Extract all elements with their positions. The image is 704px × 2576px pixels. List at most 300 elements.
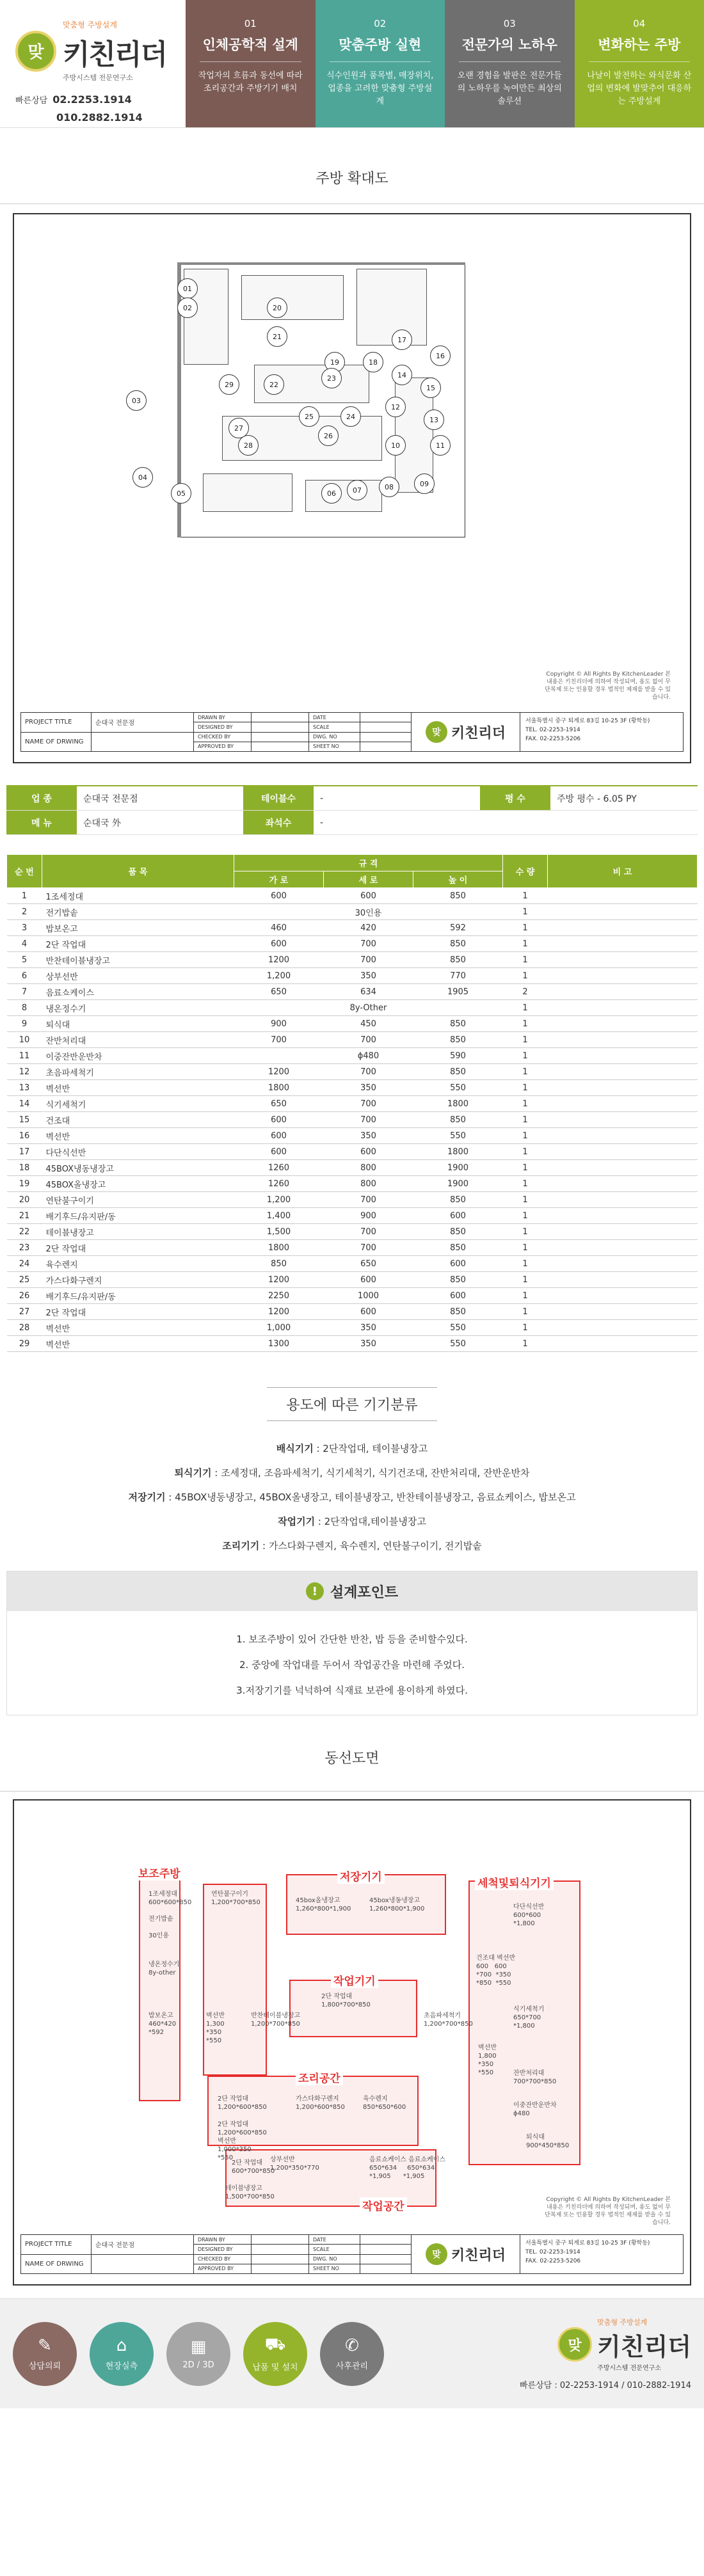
contact-line-2 (15, 109, 170, 127)
table-row (7, 984, 698, 1000)
cell-width: 900 (234, 1016, 324, 1032)
cell-item: 벽선반 (42, 1080, 234, 1096)
cell-item: 2단 작업대 (42, 936, 234, 952)
cell-width: 1200 (234, 1272, 324, 1288)
cell-width: 600 (234, 888, 324, 904)
tb-drawn: DRAWN BY (194, 2235, 251, 2245)
flow-equipment-label: 건조대 벽선반 600 600 *700 *350 *850 *550 (476, 1955, 516, 1987)
info-label: 메 뉴 (6, 811, 77, 834)
cell-height: 550 (413, 1336, 503, 1352)
equipment-block (305, 480, 382, 512)
feature-title: 맞춤주방 실현 (330, 35, 431, 62)
cell-depth: 700 (324, 1064, 413, 1080)
cell-note (548, 1160, 698, 1176)
info-label: 평 수 (480, 786, 550, 810)
design-points-header (7, 1571, 697, 1611)
cell-width: 1200 (234, 1304, 324, 1320)
button-label: 2D / 3D (182, 2360, 214, 2370)
cell-note (548, 1096, 698, 1112)
cell-item: 초음파세척기 (42, 1064, 234, 1080)
house-icon: ⌂ (116, 2336, 127, 2355)
cell-depth: 600 (324, 1304, 413, 1320)
tb-drawing-name-label: NAME OF DRWING (25, 2260, 84, 2268)
after-service-button[interactable] (320, 2322, 384, 2386)
cell-no: 16 (7, 1128, 42, 1144)
equipment-spec-table (6, 854, 698, 1352)
callout-marker: 20 (267, 298, 287, 318)
cell-item: 2단 작업대 (42, 1304, 234, 1320)
table-row (7, 1000, 698, 1016)
table-row (7, 1272, 698, 1288)
cell-depth: 350 (324, 1128, 413, 1144)
cell-height: 1800 (413, 1096, 503, 1112)
cell-no: 21 (7, 1208, 42, 1224)
cell-no: 5 (7, 952, 42, 968)
callout-marker: 28 (238, 435, 259, 456)
col-note: 비 고 (548, 855, 698, 888)
tb-meta-values (360, 2235, 412, 2273)
table-row (7, 936, 698, 952)
tb-drawing-name-label: NAME OF DRWING (25, 738, 84, 745)
cell-height (413, 904, 503, 920)
cell-note (548, 1000, 698, 1016)
cell-width: 1,400 (234, 1208, 324, 1224)
exclamation-icon: ! (306, 1582, 324, 1600)
plan-section-title: 주방 확대도 (0, 128, 704, 213)
callout-marker: 18 (363, 352, 383, 372)
cell-width: 600 (234, 1128, 324, 1144)
usage-title: 용도에 따른 기기분류 (267, 1387, 436, 1421)
feature-desc: 오랜 경험을 발판은 전문가들의 노하우를 녹여만든 최상의 솔루션 (457, 71, 562, 106)
contact-phone[interactable]: 02.2253.1914 (52, 93, 132, 106)
cell-depth: 800 (324, 1160, 413, 1176)
cell-width (234, 904, 324, 920)
cell-depth: 600 (324, 1144, 413, 1160)
cell-no: 1 (7, 888, 42, 904)
cell-item: 건조대 (42, 1112, 234, 1128)
footer-phone-label: 빠른상담 : (520, 2381, 557, 2390)
cell-qty: 1 (503, 1224, 548, 1240)
feature-num: 02 (374, 18, 387, 29)
callout-marker: 22 (264, 374, 284, 395)
flow-equipment-label: 식기세척기 650*700 *1,800 (513, 2006, 545, 2030)
cell-no: 24 (7, 1256, 42, 1272)
cell-item: 1조세정대 (42, 888, 234, 904)
cell-depth: 450 (324, 1016, 413, 1032)
tb-values (92, 713, 194, 751)
flow-equipment-label: 초음파세척기 1,200*700*850 (424, 2012, 473, 2028)
cell-item: 45BOX냉동냉장고 (42, 1160, 234, 1176)
cell-depth: 634 (324, 984, 413, 1000)
cell-note (548, 1288, 698, 1304)
callout-marker: 23 (321, 368, 342, 388)
tb-logo (412, 713, 520, 751)
cell-note (548, 1336, 698, 1352)
cell-no: 14 (7, 1096, 42, 1112)
cell-qty: 1 (503, 1144, 548, 1160)
cell-item: 배기후드/유지판/동 (42, 1208, 234, 1224)
table-row (7, 1288, 698, 1304)
cell-height: 850 (413, 888, 503, 904)
cell-height: 850 (413, 1240, 503, 1256)
cell-depth: 800 (324, 1176, 413, 1192)
feature-num: 03 (503, 18, 516, 29)
logo-subtitle: 주방시스템 전문연구소 (63, 74, 133, 82)
usage-item: 퇴식기기 : 조세정대, 조음파세척기, 식기세척기, 식기건조대, 잔반처리대, 잔반운반차 (174, 1467, 530, 1479)
cell-width: 850 (234, 1256, 324, 1272)
cell-qty: 1 (503, 1096, 548, 1112)
table-row (7, 1080, 698, 1096)
consult-button[interactable] (13, 2322, 77, 2386)
callout-marker: 27 (228, 418, 249, 438)
tb-meta-values (360, 713, 412, 751)
phone-icon: ✆ (345, 2336, 359, 2355)
zone-label: 보조주방 (136, 1864, 183, 1880)
cell-note (548, 1064, 698, 1080)
cell-height: 600 (413, 1256, 503, 1272)
cell-no: 3 (7, 920, 42, 936)
flow-section-title: 동선도면 (0, 1715, 704, 1793)
info-value: 순대국 外 (83, 818, 122, 829)
tb-address: 서울특별시 중구 퇴계로 83길 10-25 3F (황학동) (525, 718, 650, 724)
tb-date: DATE (309, 2235, 360, 2245)
cell-note (548, 984, 698, 1000)
cell-depth: 600 (324, 888, 413, 904)
cell-no: 22 (7, 1224, 42, 1240)
cell-item: 음료쇼케이스 (42, 984, 234, 1000)
cell-height: 850 (413, 1224, 503, 1240)
cell-item: 2단 작업대 (42, 1240, 234, 1256)
cell-depth: 700 (324, 1192, 413, 1208)
project-info (6, 785, 698, 835)
cell-width: 600 (234, 936, 324, 952)
logo[interactable] (15, 19, 170, 83)
tb-approved: APPROVED BY (198, 743, 234, 750)
tb-logo-badge: 맞 (426, 2243, 447, 2265)
cell-note (548, 1208, 698, 1224)
callout-marker: 04 (132, 467, 153, 488)
usage-section (6, 1387, 698, 1421)
tb-designed: DESIGNED BY (194, 2245, 251, 2254)
delivery-button[interactable] (243, 2322, 307, 2386)
table-header-row (7, 855, 698, 871)
cell-depth: 900 (324, 1208, 413, 1224)
cell-note (548, 1176, 698, 1192)
equipment-block (203, 473, 292, 512)
callout-marker: 26 (318, 425, 339, 446)
flow-equipment-label: 상부선반 1,200*350*770 (270, 2156, 319, 2172)
cell-height: 850 (413, 1304, 503, 1320)
tb-project-title-label: PROJECT TITLE (21, 2235, 91, 2255)
cell-qty: 1 (503, 1000, 548, 1016)
tb-sign-labels (194, 713, 252, 751)
callout-marker: 03 (126, 390, 147, 411)
cell-width: 1300 (234, 1336, 324, 1352)
cell-item: 45BOX올냉장고 (42, 1176, 234, 1192)
cell-note (548, 888, 698, 904)
cell-height: 850 (413, 1272, 503, 1288)
tb-fax: FAX. 02-2253-5206 (525, 2258, 581, 2264)
site-survey-button[interactable] (90, 2322, 154, 2386)
cell-item: 연탄불구이기 (42, 1192, 234, 1208)
contact-line-1 (15, 91, 170, 109)
cell-qty: 1 (503, 1016, 548, 1032)
cell-no: 18 (7, 1160, 42, 1176)
logo-badge: 맞 (15, 31, 56, 72)
callout-marker: 15 (420, 378, 441, 398)
usage-value: 45BOX냉동냉장고, 45BOX올냉장고, 테이블냉장고, 반찬테이블냉장고, 음료쇼케이스, 밥보온고 (175, 1491, 576, 1503)
cell-width: 1800 (234, 1240, 324, 1256)
header (0, 0, 704, 128)
tb-address-block (520, 713, 683, 751)
table-row (7, 1224, 698, 1240)
cell-qty: 1 (503, 1048, 548, 1064)
cell-note (548, 1224, 698, 1240)
table-row (7, 1032, 698, 1048)
title-block (20, 2234, 684, 2274)
usage-label: 배식기기 (276, 1443, 314, 1454)
info-value: 주방 평수 - 6.05 PY (557, 793, 637, 804)
cell-qty: 1 (503, 1336, 548, 1352)
tb-scale: SCALE (309, 2245, 360, 2254)
callout-marker: 14 (392, 365, 412, 385)
cell-height: 550 (413, 1320, 503, 1336)
kitchen-plan-drawing (13, 213, 691, 763)
cell-no: 8 (7, 1000, 42, 1016)
cell-item: 벽선반 (42, 1320, 234, 1336)
info-value: - (320, 793, 324, 804)
feature-title: 전문가의 노하우 (459, 35, 561, 62)
cell-item: 밥보온고 (42, 920, 234, 936)
callout-marker: 09 (414, 473, 435, 494)
zone-label: 세척및퇴식기기 (475, 1874, 554, 1890)
footer-phone[interactable] (520, 2378, 691, 2390)
feature-desc: 작업자의 흐름과 동선에 따라 조리공간과 주방기기 배치 (198, 71, 303, 93)
plan-wall (177, 262, 465, 265)
table-row (7, 888, 698, 904)
cell-depth: 700 (324, 1224, 413, 1240)
cell-item: 이중잔반운반차 (42, 1048, 234, 1064)
cell-width: 1260 (234, 1176, 324, 1192)
usage-value: 조세정대, 조음파세척기, 식기세척기, 식기건조대, 잔반처리대, 잔반운반차 (221, 1467, 530, 1479)
col-no: 순 번 (7, 855, 42, 888)
feature-title: 인체공학적 설계 (200, 35, 301, 62)
cell-depth: 1000 (324, 1288, 413, 1304)
equipment-block (356, 269, 427, 346)
cell-item: 가스다화구렌지 (42, 1272, 234, 1288)
usage-item: 조리기기 : 가스다화구렌지, 육수렌지, 연탄불구이기, 전기밥솥 (222, 1540, 482, 1552)
cell-note (548, 1192, 698, 1208)
cell-width: 600 (234, 1112, 324, 1128)
button-label: 현장실측 (105, 2362, 138, 2371)
tb-logo-badge: 맞 (426, 721, 447, 743)
cell-no: 26 (7, 1288, 42, 1304)
callout-marker: 17 (392, 330, 412, 350)
design-points-title: 설계포인트 (330, 1584, 399, 1601)
usage-value: 2단작업대, 테이블냉장고 (323, 1443, 428, 1454)
cell-qty: 1 (503, 1176, 548, 1192)
cell-height: 1800 (413, 1144, 503, 1160)
cell-width: 460 (234, 920, 324, 936)
cell-width: 1260 (234, 1160, 324, 1176)
tb-checked: CHECKED BY (194, 733, 251, 742)
table-row (7, 1144, 698, 1160)
usage-label: 작업기기 (278, 1516, 316, 1527)
tb-sheet: SHEET NO (313, 2266, 339, 2272)
tb-tel: TEL. 02-2253-1914 (525, 727, 580, 733)
cell-height: 850 (413, 936, 503, 952)
info-value: - (320, 817, 324, 828)
cell-depth: 700 (324, 936, 413, 952)
cell-note (548, 1128, 698, 1144)
table-row (7, 1208, 698, 1224)
tb-logo-name: 키친리더 (451, 725, 506, 742)
tb-approved: APPROVED BY (198, 2266, 234, 2272)
cell-qty: 1 (503, 1320, 548, 1336)
cell-width: 1,200 (234, 1192, 324, 1208)
col-qty: 수 량 (503, 855, 548, 888)
flow-drawing (13, 1799, 691, 2286)
footer-logo[interactable] (520, 2317, 691, 2390)
cell-qty: 1 (503, 1304, 548, 1320)
design-point: 2. 중앙에 작업대를 두어서 작업공간을 마련해 주었다. (239, 1659, 465, 1671)
cell-width: 2250 (234, 1288, 324, 1304)
cell-qty: 2 (503, 984, 548, 1000)
cell-width: 650 (234, 1096, 324, 1112)
table-body (7, 888, 698, 1352)
callout-marker: 25 (299, 406, 319, 427)
tb-tel: TEL. 02-2253-1914 (525, 2249, 580, 2255)
callout-marker: 29 (219, 374, 239, 395)
cell-width: 1800 (234, 1080, 324, 1096)
feature-desc: 식수인원과 품목별, 매장위치, 업종을 고려한 맞춤형 주방설계 (326, 71, 434, 106)
cell-height: 1905 (413, 984, 503, 1000)
callout-marker: 07 (347, 480, 367, 500)
cell-no: 23 (7, 1240, 42, 1256)
tb-sign-values (252, 713, 309, 751)
feature-title: 변화하는 주방 (589, 35, 691, 62)
zone-grill (203, 1884, 267, 2076)
tb-project-name: 순대국 전문점 (92, 2235, 193, 2255)
cell-note (548, 1144, 698, 1160)
table-row (7, 1320, 698, 1336)
cell-width: 1200 (234, 1064, 324, 1080)
tb-address-block (520, 2235, 683, 2273)
callout-marker: 24 (340, 406, 361, 427)
logo-area (0, 0, 186, 127)
cell-depth: 700 (324, 1032, 413, 1048)
cell-height (413, 1000, 503, 1016)
flow-equipment-label: 45box냉동냉장고 1,260*800*1,900 (369, 1897, 425, 1912)
col-item: 품 목 (42, 855, 234, 888)
cell-qty: 1 (503, 968, 548, 984)
cell-qty: 1 (503, 1112, 548, 1128)
table-row (7, 1064, 698, 1080)
cell-height: 850 (413, 1192, 503, 1208)
cell-no: 25 (7, 1272, 42, 1288)
col-width: 가 로 (234, 871, 324, 888)
table-row (7, 920, 698, 936)
tb-designed: DESIGNED BY (194, 722, 251, 732)
table-row (7, 1240, 698, 1256)
cell-height: 550 (413, 1128, 503, 1144)
footer-logo-tag: 맞춤형 주방설계 (597, 2318, 648, 2326)
cell-width: 1200 (234, 952, 324, 968)
cell-width: 600 (234, 1144, 324, 1160)
tb-meta-labels (309, 2235, 360, 2273)
contact-label: 빠른상담 (15, 96, 48, 106)
title-block (20, 712, 684, 752)
cell-qty: 1 (503, 1240, 548, 1256)
table-row (7, 1128, 698, 1144)
cell-depth: ϕ480 (324, 1048, 413, 1064)
cell-height: 850 (413, 952, 503, 968)
cell-no: 7 (7, 984, 42, 1000)
feature-desc: 나날이 발전하는 와식문화 산업의 변화에 발맞추어 대응하는 주방설계 (587, 71, 692, 106)
copyright-note: Copyright © All Rights By KitchenLeader 본 내용은 키친리더에 의하여 작성되며, 용도 없이 무단복제 또는 인용할 경우 법적인 제재를 받을 수 있습니다. (545, 2197, 671, 2226)
contact-mobile[interactable]: 010.2882.1914 (56, 111, 143, 123)
cell-no: 6 (7, 968, 42, 984)
footer-phone-number: 02-2253-1914 / 010-2882-1914 (559, 2381, 691, 2390)
button-label: 상담의뢰 (28, 2362, 61, 2371)
cell-height: 590 (413, 1048, 503, 1064)
flow-equipment-label: 45box올냉장고 1,260*800*1,900 (296, 1897, 351, 1912)
tb-project-title-label: PROJECT TITLE (21, 713, 91, 733)
cell-width: 1,000 (234, 1320, 324, 1336)
flow-equipment-label: 다단식선반 600*600 *1,800 (513, 1904, 545, 1927)
footer-logo-badge: 맞 (557, 2327, 592, 2362)
cell-width: 1,500 (234, 1224, 324, 1240)
callout-marker: 05 (171, 483, 191, 504)
cell-note (548, 1240, 698, 1256)
col-depth: 세 로 (324, 871, 413, 888)
button-label: 납품 및 설치 (252, 2363, 298, 2373)
logo-name: 키친리더 (63, 38, 167, 71)
cell-height: 850 (413, 1112, 503, 1128)
flow-equipment-label: 2단 작업대 1,200*600*850 (218, 2095, 267, 2111)
table-row (7, 1336, 698, 1352)
usage-list (0, 1436, 704, 1558)
callout-marker: 02 (177, 298, 198, 318)
cell-no: 28 (7, 1320, 42, 1336)
cell-item: 냉온정수기 (42, 1000, 234, 1016)
cell-no: 11 (7, 1048, 42, 1064)
feature-num: 04 (633, 18, 646, 29)
pencil-icon: ✎ (38, 2336, 52, 2355)
cell-no: 4 (7, 936, 42, 952)
cell-note (548, 1016, 698, 1032)
cell-note (548, 1304, 698, 1320)
cell-depth: 350 (324, 968, 413, 984)
flow-equipment-label: 밥보온고 460*420 *592 (148, 2012, 177, 2036)
tb-values (92, 2235, 194, 2273)
info-label: 좌석수 (243, 811, 314, 834)
info-row (6, 811, 698, 835)
cell-item: 상부선반 (42, 968, 234, 984)
cell-qty: 1 (503, 1288, 548, 1304)
design-points-body (7, 1611, 697, 1715)
tb-sign-labels (194, 2235, 252, 2273)
callout-marker: 21 (267, 326, 287, 347)
tb-address: 서울특별시 중구 퇴계로 83길 10-25 3F (황학동) (525, 2240, 650, 2246)
cell-qty: 1 (503, 1272, 548, 1288)
callout-marker: 01 (177, 278, 198, 299)
usage-item: 작업기기 : 2단작업대,테이블냉장고 (278, 1516, 426, 1527)
footer (0, 2298, 704, 2408)
flow-equipment-label: 테이블냉장고 1,500*700*850 (225, 2185, 275, 2200)
cell-width: 700 (234, 1032, 324, 1048)
design-2d3d-button[interactable] (166, 2322, 230, 2386)
